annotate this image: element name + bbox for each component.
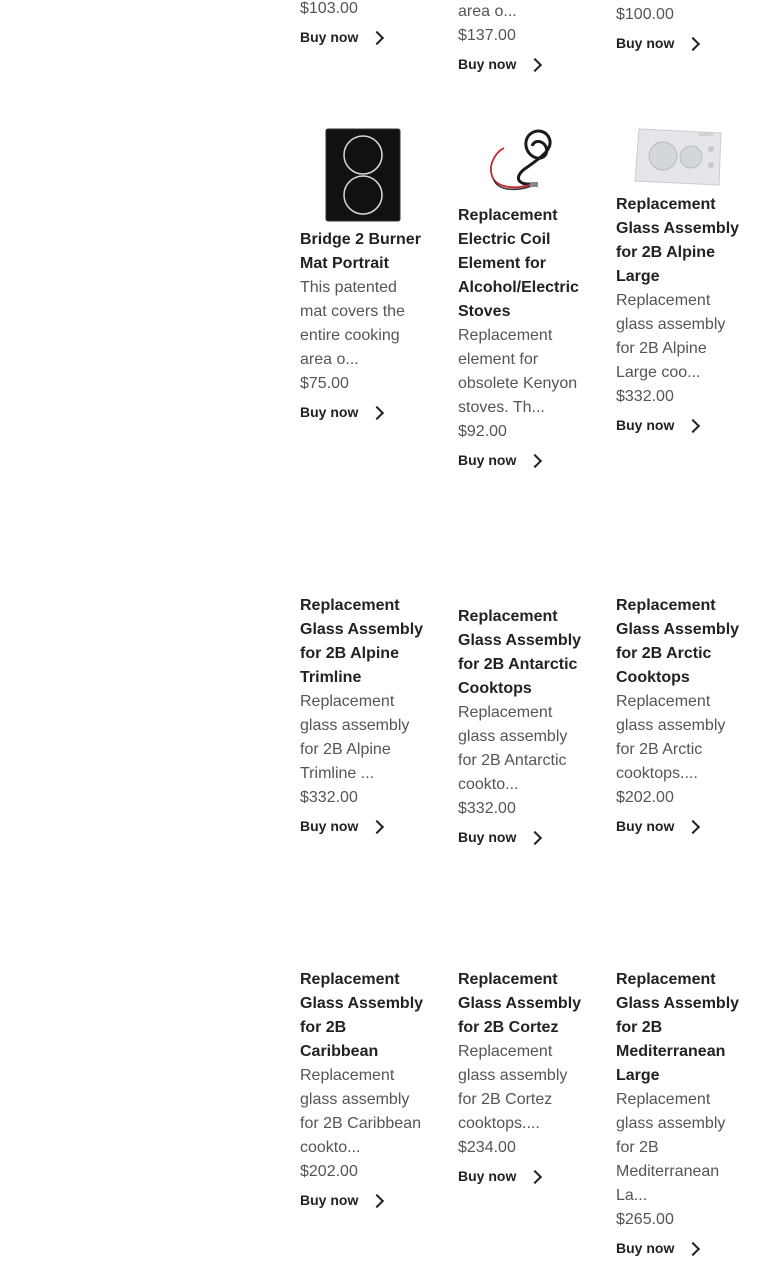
product-card [458,0,584,73]
product-description: Replacement glass assembly for 2B Arctic cooktops.... [616,693,726,782]
product-description: Replacement glass assembly for 2B Cortez cooktops.... [458,1043,568,1132]
product-title[interactable]: Replacement Electric Coil Element for Alcohol/Electric Stoves [458,207,579,320]
buy-now-button[interactable] [300,817,426,835]
product-price: $202.00 [616,789,674,806]
chevron-right-icon [370,819,384,833]
product-price: $137.00 [458,27,516,44]
white-glass-cooktop-image [633,127,725,187]
chevron-right-icon [686,819,700,833]
product-image-link[interactable] [458,126,584,198]
product-title[interactable]: Replacement Glass Assembly for 2B Mediterranean Large [616,971,740,1084]
buy-now-label: Buy now [616,818,675,834]
product-description: Replacement glass assembly for 2B Antarctic cookto... [458,704,568,793]
chevron-right-icon [370,30,384,44]
product-description: Replacement glass assembly for 2B Caribbean cookto... [300,1067,421,1156]
buy-now-label: Buy now [458,829,517,845]
product-image-link[interactable] [300,126,426,222]
product-price: $75.00 [300,375,349,392]
chevron-right-icon [528,830,542,844]
product-price: $202.00 [300,1163,358,1180]
product-price: $332.00 [616,388,674,405]
product-card [458,968,584,1185]
black-two-burner-mat-image [325,128,401,222]
product-price: $332.00 [300,789,358,806]
product-card [300,126,426,421]
product-card [300,0,426,46]
chevron-right-icon [370,1193,384,1207]
product-card [616,594,742,835]
buy-now-button[interactable] [616,34,742,52]
product-title[interactable]: Replacement Glass Assembly for 2B Antarctic Cooktops [458,608,582,697]
chevron-right-icon [686,418,700,432]
buy-now-button[interactable] [458,828,584,846]
product-title[interactable]: Replacement Glass Assembly for 2B Cortez [458,971,582,1036]
product-price: $92.00 [458,423,507,440]
buy-now-label: Buy now [300,818,359,834]
chevron-right-icon [370,405,384,419]
buy-now-button[interactable] [300,28,426,46]
product-title[interactable]: Replacement Glass Assembly for 2B Arctic Cooktops [616,597,740,686]
product-description: Replacement glass assembly for 2B Mediterranean La... [616,1091,726,1204]
product-description: Replacement glass assembly for 2B Alpine Large coo... [616,292,726,381]
chevron-right-icon [686,36,700,50]
product-title[interactable]: Replacement Glass Assembly for 2B Alpine Trimline [300,597,424,686]
product-title[interactable]: Replacement Glass Assembly for 2B Alpine Large [616,196,740,285]
buy-now-label: Buy now [458,1168,517,1184]
buy-now-button[interactable] [300,1191,426,1209]
product-card [300,968,426,1209]
buy-now-button[interactable] [300,403,426,421]
coil-element-image [486,128,556,198]
product-title[interactable]: Replacement Glass Assembly for 2B Caribbean [300,971,424,1060]
product-card [616,3,742,52]
product-card [616,968,742,1257]
product-card [458,605,584,846]
product-description: Replacement glass assembly for 2B Alpine Trimline ... [300,693,410,782]
buy-now-label: Buy now [458,56,517,72]
buy-now-label: Buy now [616,1240,675,1256]
buy-now-label: Buy now [458,452,517,468]
buy-now-button[interactable] [458,55,584,73]
buy-now-label: Buy now [300,29,359,45]
buy-now-button[interactable] [616,1239,742,1257]
chevron-right-icon [528,57,542,71]
chevron-right-icon [528,453,542,467]
product-price: $100.00 [616,6,674,23]
product-image-link[interactable] [616,126,742,187]
buy-now-button[interactable] [616,416,742,434]
product-card [616,126,742,434]
product-price: $332.00 [458,800,516,817]
buy-now-button[interactable] [458,451,584,469]
product-description: area o... [458,3,517,20]
product-price: $265.00 [616,1211,674,1228]
chevron-right-icon [528,1169,542,1183]
buy-now-label: Buy now [300,1192,359,1208]
buy-now-label: Buy now [300,404,359,420]
product-description: This patented mat covers the entire cooking area o... [300,279,405,368]
product-price: $103.00 [300,0,358,17]
product-title[interactable]: Bridge 2 Burner Mat Portrait [300,231,421,272]
buy-now-button[interactable] [458,1167,584,1185]
product-card [300,594,426,835]
chevron-right-icon [686,1241,700,1255]
product-price: $234.00 [458,1139,516,1156]
buy-now-button[interactable] [616,817,742,835]
buy-now-label: Buy now [616,35,675,51]
product-card [458,126,584,469]
product-description: Replacement element for obsolete Kenyon stoves. Th... [458,327,578,416]
buy-now-label: Buy now [616,417,675,433]
